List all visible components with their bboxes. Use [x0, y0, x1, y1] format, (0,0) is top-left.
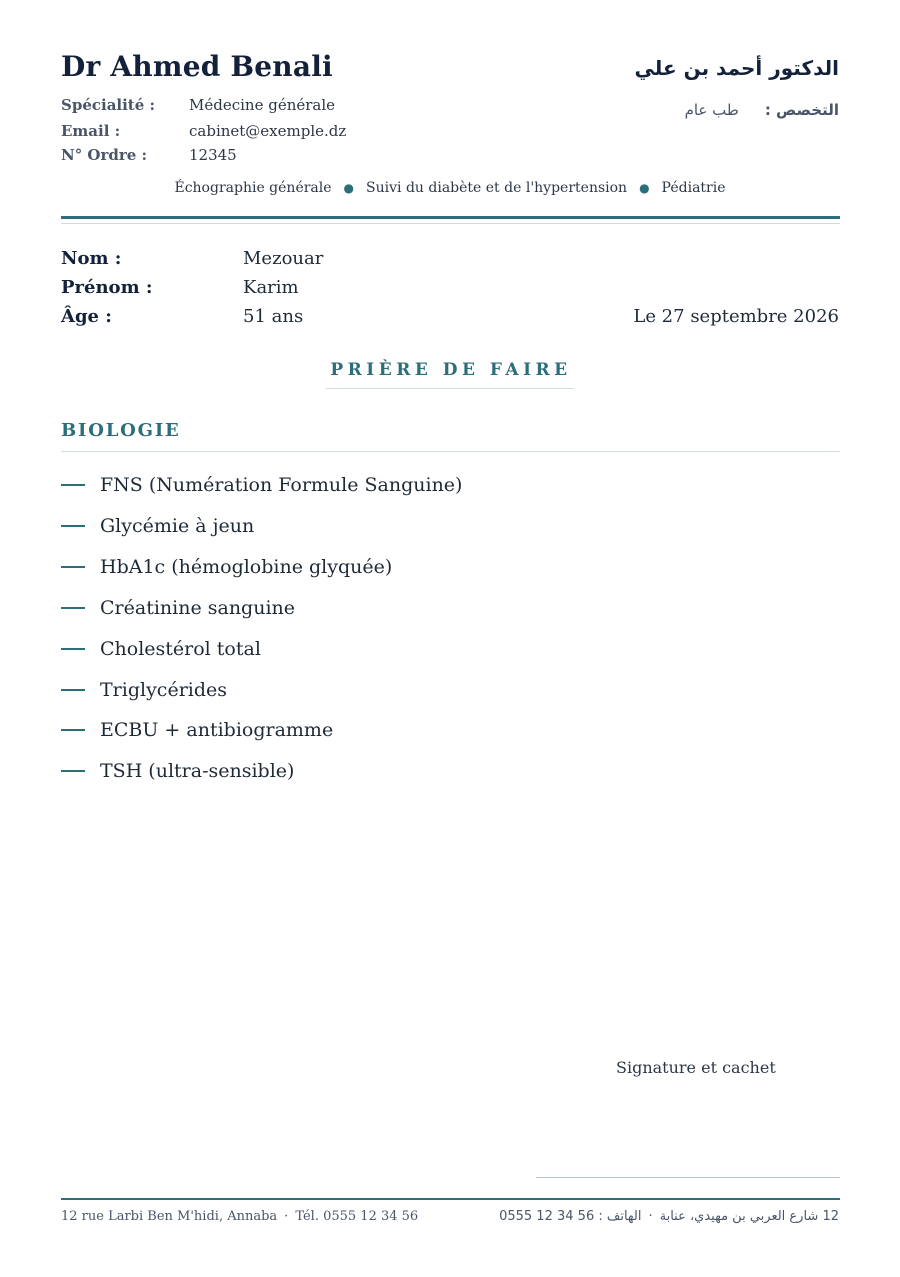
- footer-address-arabic: 12 شارع العربي بن مهيدي، عنابة: [659, 1209, 839, 1224]
- patient-nom-value: Mezouar: [243, 248, 324, 269]
- list-item-text: Triglycérides: [100, 679, 228, 701]
- document-title-text: PRIÈRE DE FAIRE: [326, 360, 573, 389]
- specialty-label: Spécialité :: [61, 96, 156, 114]
- list-item-text: Cholestérol total: [100, 638, 261, 660]
- service-item: Pédiatrie: [661, 180, 726, 196]
- footer-separator: ·: [284, 1209, 289, 1224]
- document-title: [0, 360, 900, 389]
- list-item: [61, 719, 333, 741]
- dash-bullet-icon: [61, 729, 85, 731]
- dash-bullet-icon: [61, 648, 85, 650]
- dash-bullet-icon: [61, 566, 85, 568]
- footer-phone: Tél. 0555 12 34 56: [295, 1209, 419, 1224]
- list-item: [61, 474, 462, 496]
- services-list: [0, 180, 900, 196]
- list-item-text: Glycémie à jeun: [100, 515, 255, 537]
- list-item-text: HbA1c (hémoglobine glyquée): [100, 556, 393, 578]
- dash-bullet-icon: [61, 689, 85, 691]
- section-divider: [61, 451, 840, 452]
- specialty-value-arabic: طب عام: [684, 101, 739, 119]
- order-number-value: 12345: [189, 146, 237, 164]
- list-item-text: Créatinine sanguine: [100, 597, 296, 619]
- patient-prenom-label: Prénom :: [61, 277, 153, 298]
- patient-age-value: 51 ans: [243, 306, 304, 327]
- service-item: Suivi du diabète et de l'hypertension: [366, 180, 628, 196]
- specialty-value: Médecine générale: [189, 96, 336, 114]
- footer-contact: [61, 1209, 418, 1224]
- doctor-name-arabic: الدكتور أحمد بن علي: [634, 56, 839, 80]
- list-item: [61, 679, 227, 701]
- list-item-text: FNS (Numération Formule Sanguine): [100, 474, 463, 496]
- footer-separator: ·: [648, 1209, 653, 1224]
- footer-phone-arabic: الهاتف : 56 34 12 0555: [499, 1209, 642, 1224]
- patient-age-label: Âge :: [61, 306, 112, 327]
- dash-bullet-icon: [61, 607, 85, 609]
- patient-nom-label: Nom :: [61, 248, 122, 269]
- list-item: [61, 638, 261, 660]
- list-item-text: TSH (ultra-sensible): [100, 760, 295, 782]
- email-value: cabinet@exemple.dz: [189, 122, 347, 140]
- prescription-date: Le 27 septembre 2026: [633, 306, 839, 327]
- email-label: Email :: [61, 122, 121, 140]
- list-item: [61, 760, 294, 782]
- specialty-arabic: [685, 101, 839, 119]
- header-divider: [61, 216, 840, 219]
- order-number-label: N° Ordre :: [61, 146, 148, 164]
- list-item: [61, 515, 254, 537]
- footer-contact-arabic: [499, 1209, 839, 1224]
- dash-bullet-icon: [61, 484, 85, 486]
- footer-divider: [61, 1198, 840, 1200]
- header-divider-thin: [61, 223, 840, 224]
- signature-label: Signature et cachet: [616, 1058, 776, 1077]
- patient-prenom-value: Karim: [243, 277, 299, 298]
- doctor-name: Dr Ahmed Benali: [61, 50, 333, 83]
- specialty-label-arabic: التخصص :: [764, 101, 839, 119]
- list-item: [61, 556, 392, 578]
- list-item: [61, 597, 295, 619]
- list-item-text: ECBU + antibiogramme: [100, 719, 334, 741]
- dash-bullet-icon: [61, 770, 85, 772]
- service-item: Échographie générale: [174, 180, 332, 196]
- section-heading: BIOLOGIE: [61, 420, 181, 441]
- bullet-dot-icon: ●: [343, 181, 355, 195]
- bullet-dot-icon: ●: [639, 181, 650, 195]
- dash-bullet-icon: [61, 525, 85, 527]
- footer-address: 12 rue Larbi Ben M'hidi, Annaba: [61, 1209, 278, 1224]
- signature-line: [536, 1177, 840, 1178]
